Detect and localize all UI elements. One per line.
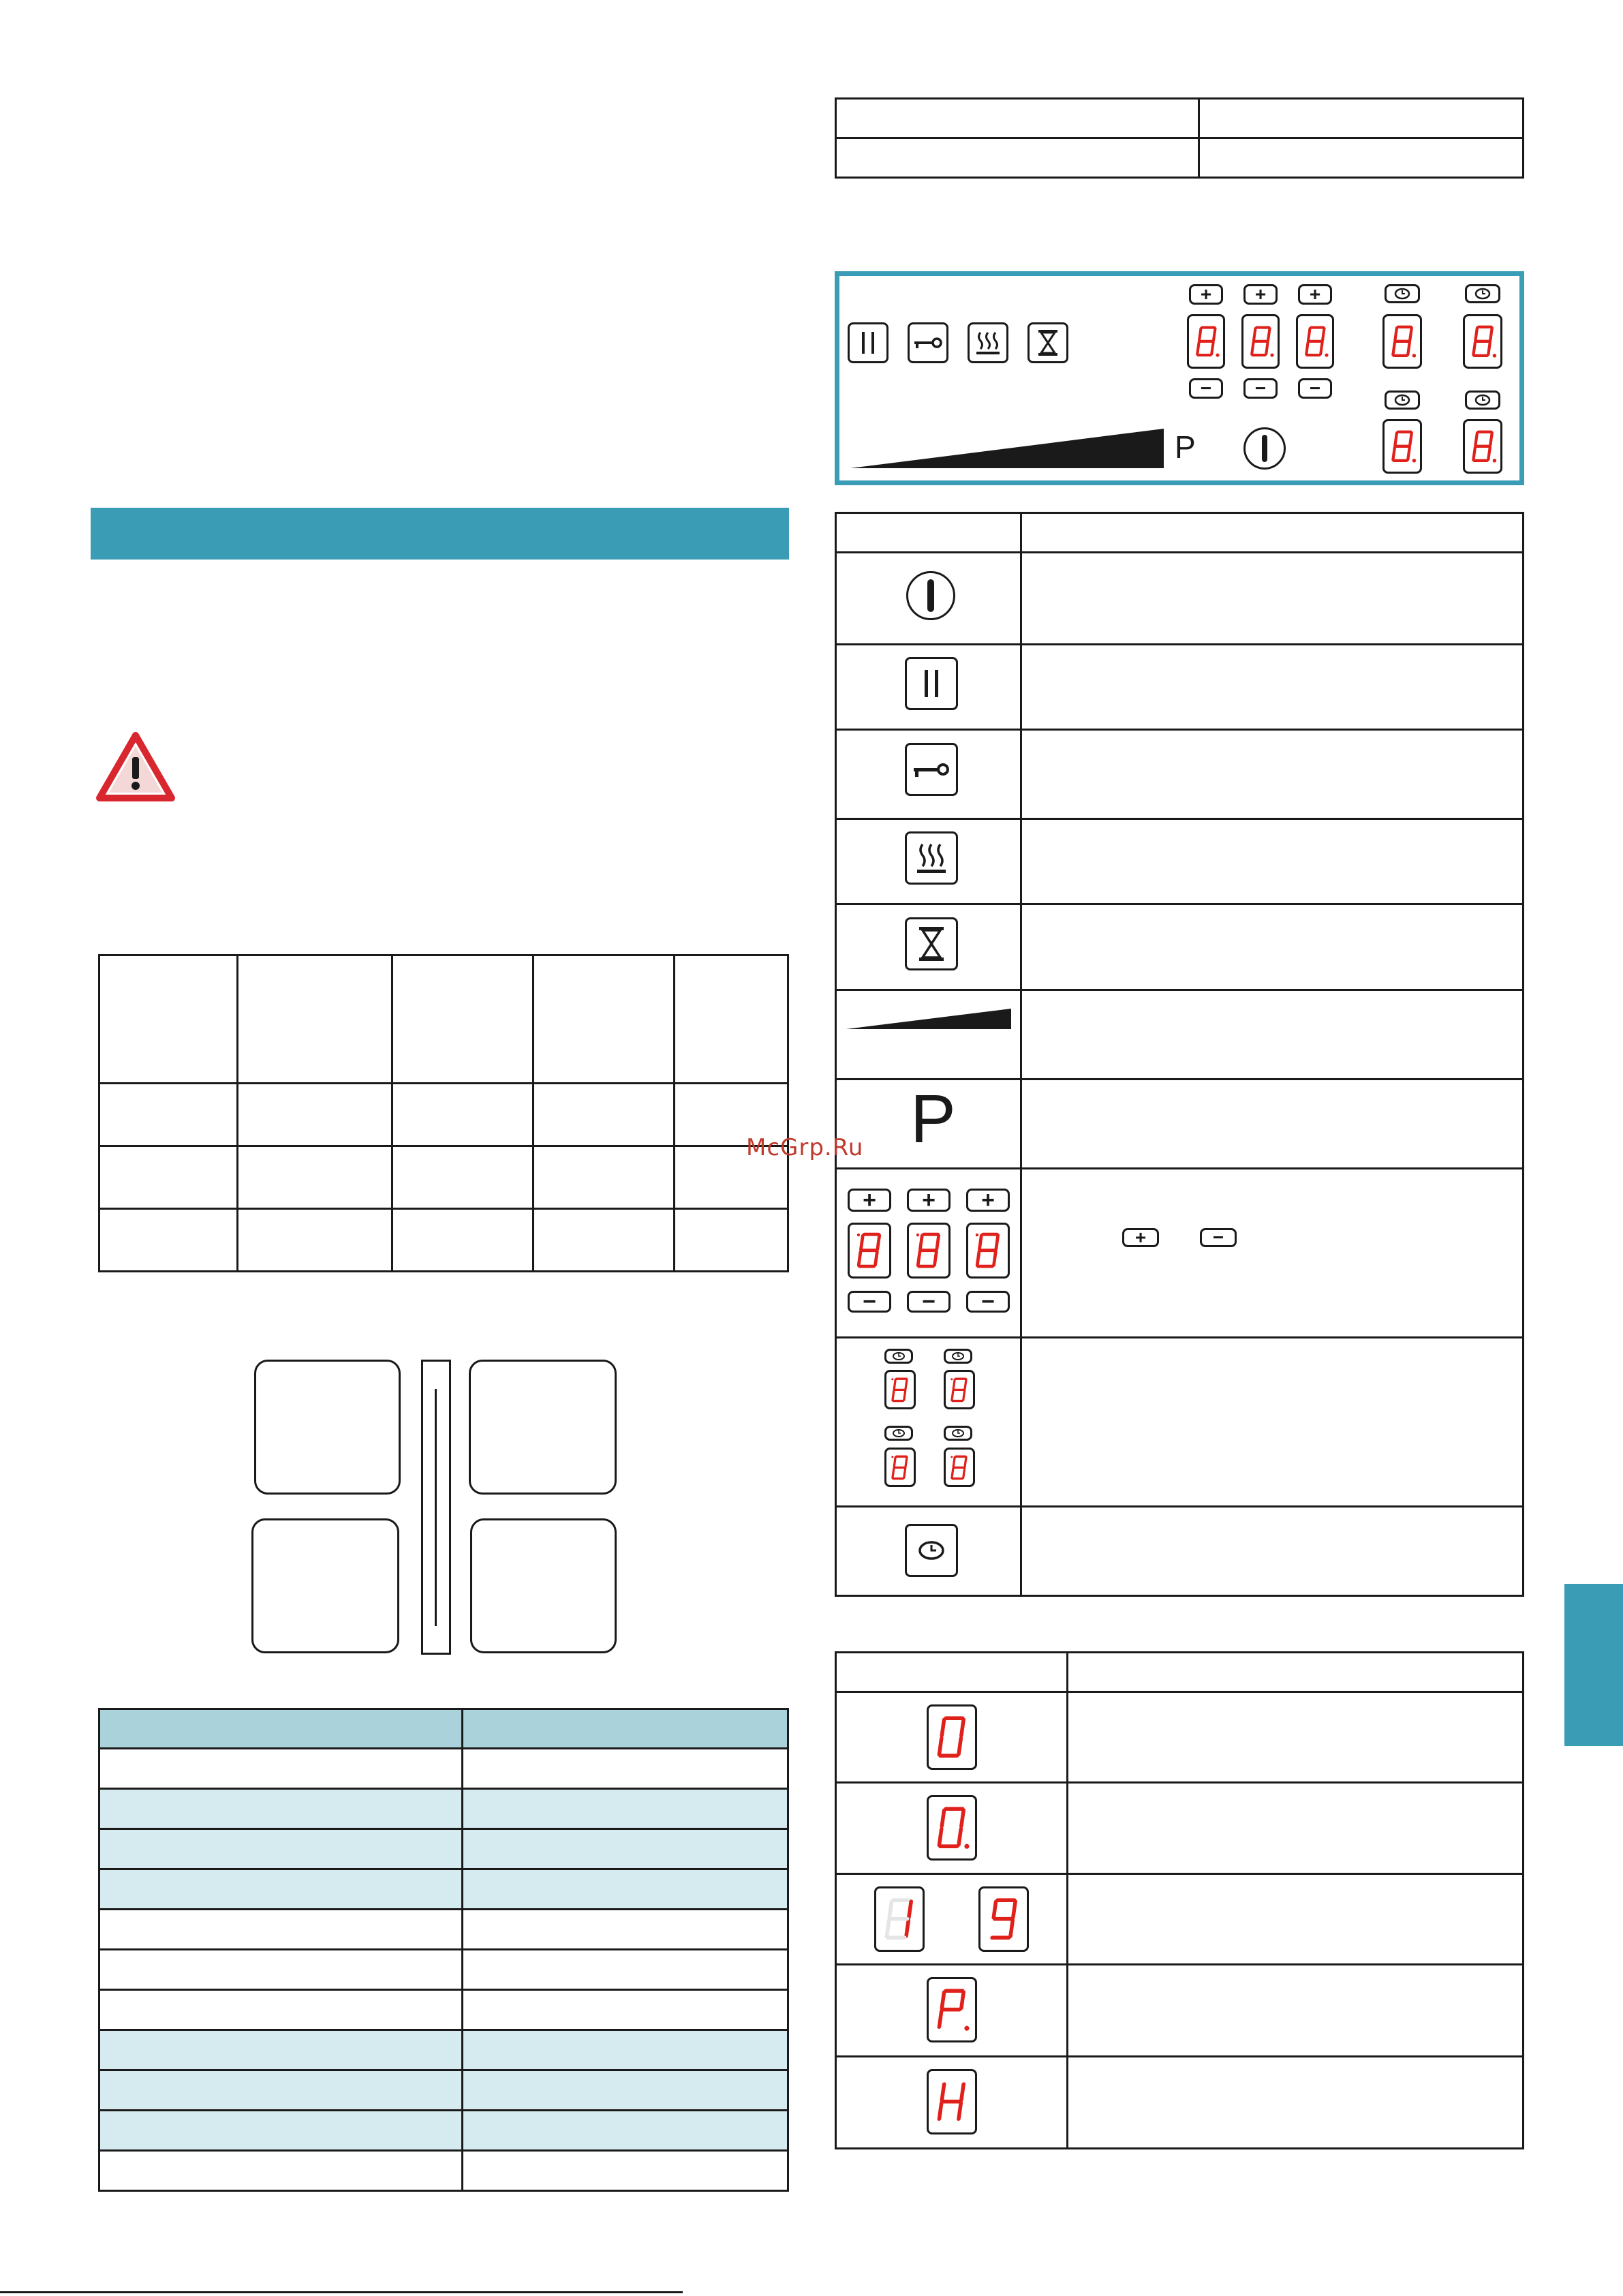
cooking-zone-bottom-left	[251, 1518, 399, 1653]
key-icon	[912, 759, 950, 780]
plus-button-1	[1189, 284, 1223, 305]
bottom-striped-table	[98, 1708, 789, 2192]
plus-label: +	[981, 1187, 995, 1213]
power-icon	[927, 579, 935, 612]
display-zero-dot	[927, 1795, 977, 1861]
minus-button-2	[1243, 378, 1278, 399]
heat-button	[968, 322, 1008, 363]
clock-icon	[891, 1351, 906, 1361]
table-cell	[99, 1950, 463, 1990]
heat-icon	[974, 329, 1002, 356]
table-cell	[534, 955, 675, 1084]
table-cell	[463, 1990, 788, 2030]
table-cell	[534, 1084, 675, 1146]
inline-minus-button	[1200, 1228, 1237, 1247]
timer-clock-button-2	[1465, 284, 1500, 303]
control-panel	[835, 271, 1524, 485]
table-cell	[836, 138, 1199, 178]
minus-button-1	[1189, 378, 1223, 399]
symbol-timer-display-3	[884, 1448, 916, 1487]
minus-label: −	[1254, 378, 1267, 399]
display-p-dot	[927, 1977, 977, 2042]
timer-clock-button-4	[1465, 391, 1500, 410]
table-cell	[463, 2111, 788, 2151]
table-cell	[99, 2111, 463, 2151]
table-cell	[463, 1910, 788, 1950]
symbol-table	[835, 512, 1524, 1597]
table-cell	[675, 1209, 788, 1272]
table-cell	[463, 1789, 788, 1829]
clock-icon	[950, 1428, 965, 1438]
table-cell	[99, 2151, 463, 2191]
table-cell	[463, 1950, 788, 1990]
symbol-minus-2	[907, 1291, 950, 1313]
display-one	[874, 1886, 925, 1952]
plus-label: +	[922, 1187, 936, 1213]
display-h	[927, 2069, 977, 2134]
timer-display-4	[1463, 419, 1502, 474]
table-cell	[238, 1084, 392, 1146]
table-cell	[463, 2151, 788, 2191]
timer-display-1	[1382, 314, 1422, 369]
table-header-cell	[99, 1709, 463, 1749]
plus-button-3	[1298, 284, 1332, 305]
on-off-button	[1243, 427, 1286, 470]
symbol-p-letter: P	[910, 1081, 956, 1157]
power-icon	[1261, 435, 1268, 462]
heat-icon	[914, 841, 948, 875]
symbol-pause	[905, 657, 958, 710]
table-cell	[534, 1146, 675, 1209]
zone-display-3	[1296, 314, 1334, 369]
minus-label: −	[981, 1289, 995, 1315]
table-cell	[463, 2070, 788, 2111]
symbol-timer-clock-1	[884, 1349, 913, 1364]
symbol-timer-clock-3	[884, 1426, 913, 1441]
minus-label: −	[922, 1289, 936, 1315]
top-small-table	[835, 97, 1524, 179]
symbol-zone-display-3	[966, 1223, 1010, 1279]
table-cell	[463, 1749, 788, 1789]
table-cell	[99, 1829, 463, 1869]
minus-button-3	[1298, 378, 1332, 399]
key-icon	[913, 335, 943, 351]
table-cell	[99, 1084, 238, 1146]
display-zero	[927, 1704, 977, 1770]
timer-button	[1027, 322, 1068, 363]
table-cell	[392, 1146, 534, 1209]
table-cell	[99, 2070, 463, 2111]
symbol-timer-display-4	[944, 1448, 975, 1487]
table-cell	[463, 2030, 788, 2070]
table-cell	[392, 1209, 534, 1272]
minus-label: −	[863, 1289, 876, 1315]
display-nine	[978, 1886, 1029, 1952]
lock-button	[908, 322, 948, 363]
table-cell	[238, 1146, 392, 1209]
hourglass-icon	[918, 925, 945, 962]
symbol-power	[906, 571, 955, 620]
pause-icon	[919, 669, 944, 699]
table-cell	[99, 1749, 463, 1789]
zone-display-2	[1241, 314, 1280, 369]
clock-icon	[917, 1540, 946, 1561]
table-cell	[1199, 99, 1524, 138]
symbol-timer-display-2	[944, 1370, 975, 1409]
table-cell	[836, 99, 1199, 138]
table-cell	[675, 955, 788, 1084]
table-cell	[534, 1209, 675, 1272]
cooking-zone-bottom-right	[470, 1518, 617, 1653]
symbol-plus-1	[848, 1189, 891, 1212]
symbol-plus-2	[907, 1189, 950, 1212]
symbol-heat	[905, 831, 958, 885]
clock-icon	[1393, 288, 1411, 300]
table-cell	[99, 1990, 463, 2030]
table-cell	[1199, 138, 1524, 178]
symbol-key	[905, 743, 958, 796]
section-header-bar	[91, 508, 789, 560]
power-slider	[850, 427, 1164, 470]
plus-label: +	[1254, 284, 1267, 305]
symbol-hourglass	[905, 917, 958, 970]
plus-label: +	[1309, 284, 1321, 305]
symbol-timer-clock-2	[944, 1349, 972, 1364]
watermark: McGrp.Ru	[746, 1134, 864, 1161]
minus-label: −	[1212, 1227, 1224, 1248]
clock-icon	[1393, 394, 1411, 406]
hourglass-icon	[1037, 328, 1059, 357]
symbol-zone-display-1	[848, 1223, 891, 1279]
clock-icon	[891, 1428, 906, 1438]
table-cell	[99, 1209, 238, 1272]
table-cell	[392, 955, 534, 1084]
table-cell	[238, 1209, 392, 1272]
symbol-zone-display-2	[907, 1223, 950, 1279]
inline-plus-button	[1122, 1228, 1159, 1247]
table-cell	[99, 1146, 238, 1209]
timer-display-3	[1382, 419, 1422, 474]
pause-button	[848, 322, 888, 363]
clock-icon	[1474, 394, 1491, 406]
table-cell	[392, 1084, 534, 1146]
plus-label: +	[1200, 284, 1212, 305]
symbol-minus-3	[966, 1291, 1010, 1313]
clock-icon	[1474, 288, 1491, 300]
control-strip	[421, 1360, 451, 1655]
zone-display-1	[1187, 314, 1225, 369]
pause-icon	[858, 331, 878, 355]
clock-icon	[950, 1351, 965, 1361]
table-cell	[99, 955, 238, 1084]
table-cell	[99, 2030, 463, 2070]
timer-display-2	[1463, 314, 1502, 369]
symbol-timer-display-1	[884, 1370, 916, 1409]
timer-clock-button-3	[1385, 391, 1420, 410]
symbol-timer-clock-4	[944, 1426, 972, 1441]
plus-button-2	[1243, 284, 1278, 305]
footer-rule	[0, 2291, 683, 2293]
table-header-cell	[463, 1709, 788, 1749]
symbol-minus-1	[848, 1291, 891, 1313]
plus-label: +	[1134, 1227, 1147, 1248]
symbol-slider-wedge	[846, 1007, 1011, 1030]
table-cell	[238, 955, 392, 1084]
table-cell	[99, 1789, 463, 1829]
plus-label: +	[863, 1187, 876, 1213]
minus-label: −	[1200, 378, 1212, 399]
symbol-plus-3	[966, 1189, 1010, 1212]
table-cell	[99, 1910, 463, 1950]
timer-clock-button-1	[1385, 284, 1420, 303]
warning-icon	[95, 731, 176, 802]
page-tab	[1564, 1584, 1623, 1746]
power-letter: P	[1175, 429, 1196, 465]
table-cell	[99, 1869, 463, 1910]
table-cell	[463, 1869, 788, 1910]
left-data-table	[98, 954, 789, 1272]
symbol-clock	[905, 1524, 958, 1577]
display-table	[835, 1651, 1524, 2149]
cooking-zone-top-left	[254, 1360, 401, 1495]
cooking-zone-top-right	[469, 1360, 617, 1495]
minus-label: −	[1309, 378, 1321, 399]
table-cell	[463, 1829, 788, 1869]
